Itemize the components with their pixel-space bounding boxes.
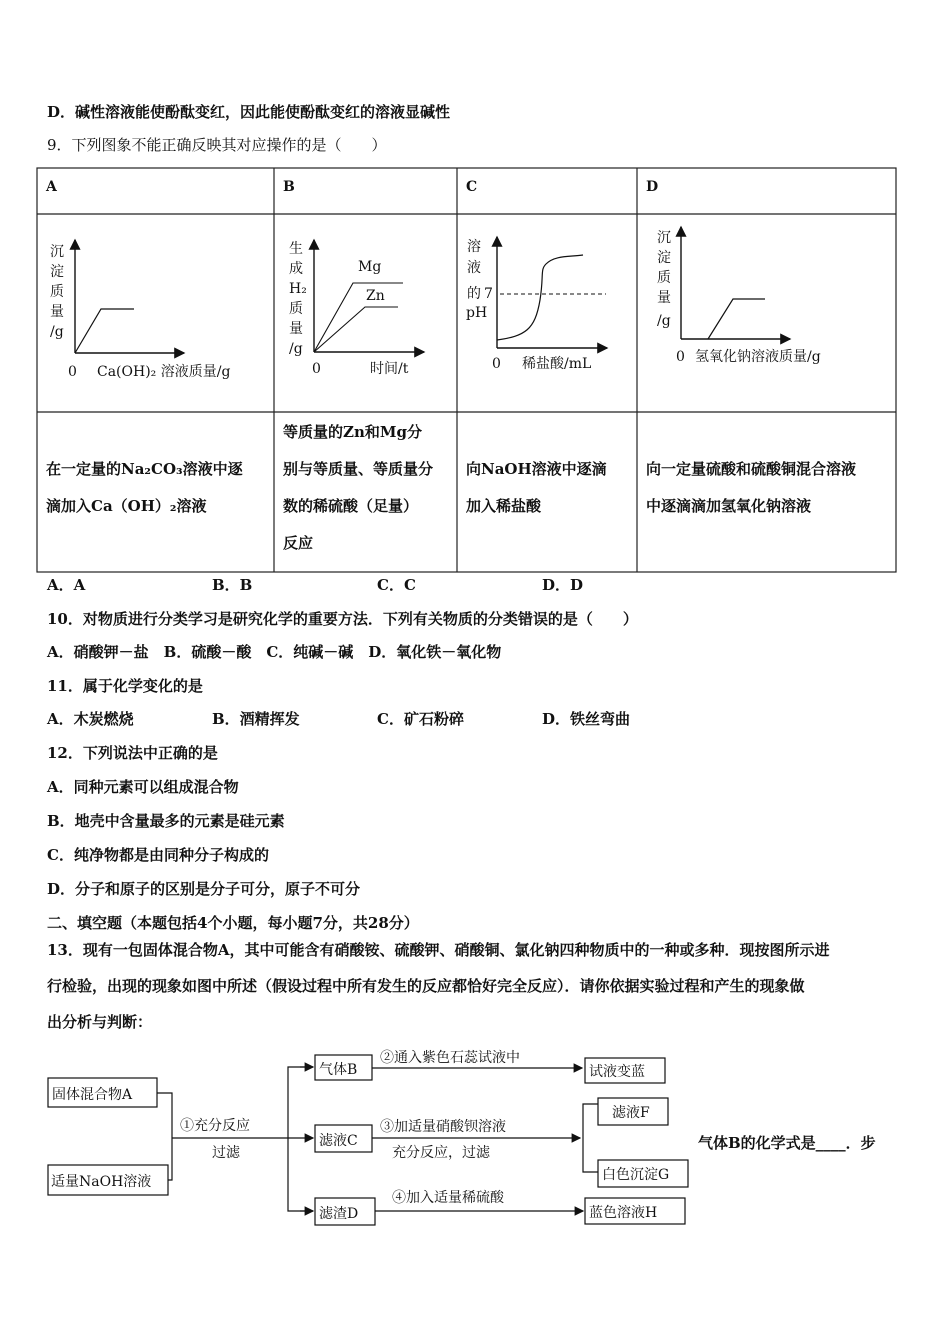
label-step1a: ①充分反应 [180,1118,250,1134]
label-residue-d: 滤渣D [319,1206,359,1222]
q13-question: 气体B的化学式是____．步 [698,1134,876,1152]
q13-line-1: 13．现有一包固体混合物A，其中可能含有硝酸铵、硫酸钾、硝酸铜、氯化钠四种物质中的一种或多种．现按图所示进 [47,941,830,959]
label-solid-a: 固体混合物A [52,1087,133,1103]
xlabel-a: Ca(OH)₂ 溶液质量/g [97,364,231,380]
graph-a [75,240,184,353]
label-step4: ④加入适量稀硫酸 [392,1190,504,1206]
q11-option-a: A．木炭燃烧 [47,710,134,728]
q12-option-b: B．地壳中含量最多的元素是硅元素 [47,812,285,830]
label-step3a: ③加适量硝酸钡溶液 [380,1119,506,1135]
q13-line-3: 出分析与判断： [47,1013,153,1031]
q10-stem: 10．对物质进行分类学习是研究化学的重要方法．下列有关物质的分类错误的是（ ） [47,610,638,628]
ylabel-c: 溶 [467,239,481,255]
q12-stem: 12．下列说法中正确的是 [47,744,218,762]
xlabel-d: 氢氧化钠溶液质量/g [695,349,821,365]
q9-option-d: D．D [542,576,584,594]
curve-d [708,299,765,339]
graph-c [497,237,607,348]
ylabel-a: 质 [50,284,64,300]
legend-zn: Zn [366,288,385,304]
desc-d-2: 中逐滴滴加氢氧化钠溶液 [646,497,812,515]
legend-mg: Mg [358,259,382,275]
header-c: C [466,179,478,195]
q11-option-c: C．矿石粉碎 [377,710,464,728]
curve-mg [314,283,403,352]
q9-option-c: C．C [377,576,416,594]
q9-option-b: B．B [212,576,253,594]
header-b: B [283,179,295,195]
q13-line-2: 行检验，出现的现象如图中所述（假设过程中所有发生的反应都恰好完全反应）．请你依据实验过程和产生的现象做 [47,977,805,995]
label-white-g: 白色沉淀G [602,1167,670,1183]
label-filtrate-f: 滤液F [612,1105,650,1121]
desc-b-3: 数的稀硫酸（足量） [283,497,419,515]
ylabel-a: /g [50,324,64,340]
ylabel-c: pH [466,305,488,321]
desc-b-2: 别与等质量、等质量分 [283,460,434,478]
ylabel-a: 沉 [50,244,64,260]
label-naoh: 适量NaOH溶液 [51,1174,152,1190]
origin-d: 0 [676,349,685,365]
header-d: D [646,179,659,195]
desc-a-2: 滴加入Ca（OH）₂溶液 [46,497,207,515]
ylabel-d: 沉 [657,230,671,246]
tick-7: 7 [484,286,493,302]
ylabel-a: 淀 [50,264,64,280]
q9-stem: 9．下列图象不能正确反映其对应操作的是（ ） [47,136,387,154]
label-filtrate-c: 滤液C [319,1133,358,1149]
ylabel-b: H₂ [289,281,307,297]
q11-option-d: D．铁丝弯曲 [542,710,631,728]
q11-stem: 11．属于化学变化的是 [47,677,203,695]
desc-c-2: 加入稀盐酸 [466,497,542,515]
q12-option-a: A．同种元素可以组成混合物 [47,778,239,796]
q11-option-b: B．酒精挥发 [212,710,300,728]
label-blue: 试液变蓝 [589,1064,645,1080]
label-step1b: 过滤 [212,1145,240,1161]
graph-d [681,227,790,339]
desc-a-1: 在一定量的Na₂CO₃溶液中逐 [46,460,243,478]
ylabel-b: 成 [289,261,303,277]
origin-b: 0 [312,361,321,377]
label-step3b: 充分反应，过滤 [392,1145,490,1161]
ylabel-c: 液 [467,260,481,276]
xlabel-c: 稀盐酸/mL [522,356,592,372]
q8-option-d: D．碱性溶液能使酚酞变红，因此能使酚酞变红的溶液显碱性 [47,103,451,121]
label-blue-h: 蓝色溶液H [589,1205,658,1221]
q9-option-a: A．A [47,576,86,594]
label-gas-b: 气体B [319,1062,358,1078]
curve-c [497,255,583,340]
origin-c: 0 [492,356,501,372]
ylabel-a: 量 [50,304,64,320]
desc-c-1: 向NaOH溶液中逐滴 [466,460,607,478]
q12-option-c: C．纯净物都是由同种分子构成的 [47,846,269,864]
header-a: A [46,179,57,195]
ylabel-d: 淀 [657,250,671,266]
ylabel-b: 生 [289,241,303,257]
label-step2: ②通入紫色石蕊试液中 [380,1050,520,1066]
desc-d-1: 向一定量硫酸和硫酸铜混合溶液 [646,460,857,478]
q12-option-d: D．分子和原子的区别是分子可分，原子不可分 [47,880,361,898]
ylabel-d: /g [657,313,671,329]
desc-b-1: 等质量的Zn和Mg分 [283,423,422,441]
ylabel-b: 质 [289,301,303,317]
ylabel-b: /g [289,341,303,357]
ylabel-b: 量 [289,321,303,337]
curve-a [75,309,134,353]
flow-diagram [48,1055,688,1225]
ylabel-d: 质 [657,270,671,286]
ylabel-d: 量 [657,290,671,306]
ylabel-c: 的 [467,286,481,302]
desc-b-4: 反应 [283,534,314,552]
section-2-heading: 二、填空题（本题包括4个小题，每小题7分，共28分） [47,914,419,932]
q10-options: A．硝酸钾－盐 B．硫酸－酸 C．纯碱－碱 D．氧化铁－氧化物 [47,643,502,661]
xlabel-b: 时间/t [370,361,409,377]
origin-a: 0 [68,364,77,380]
